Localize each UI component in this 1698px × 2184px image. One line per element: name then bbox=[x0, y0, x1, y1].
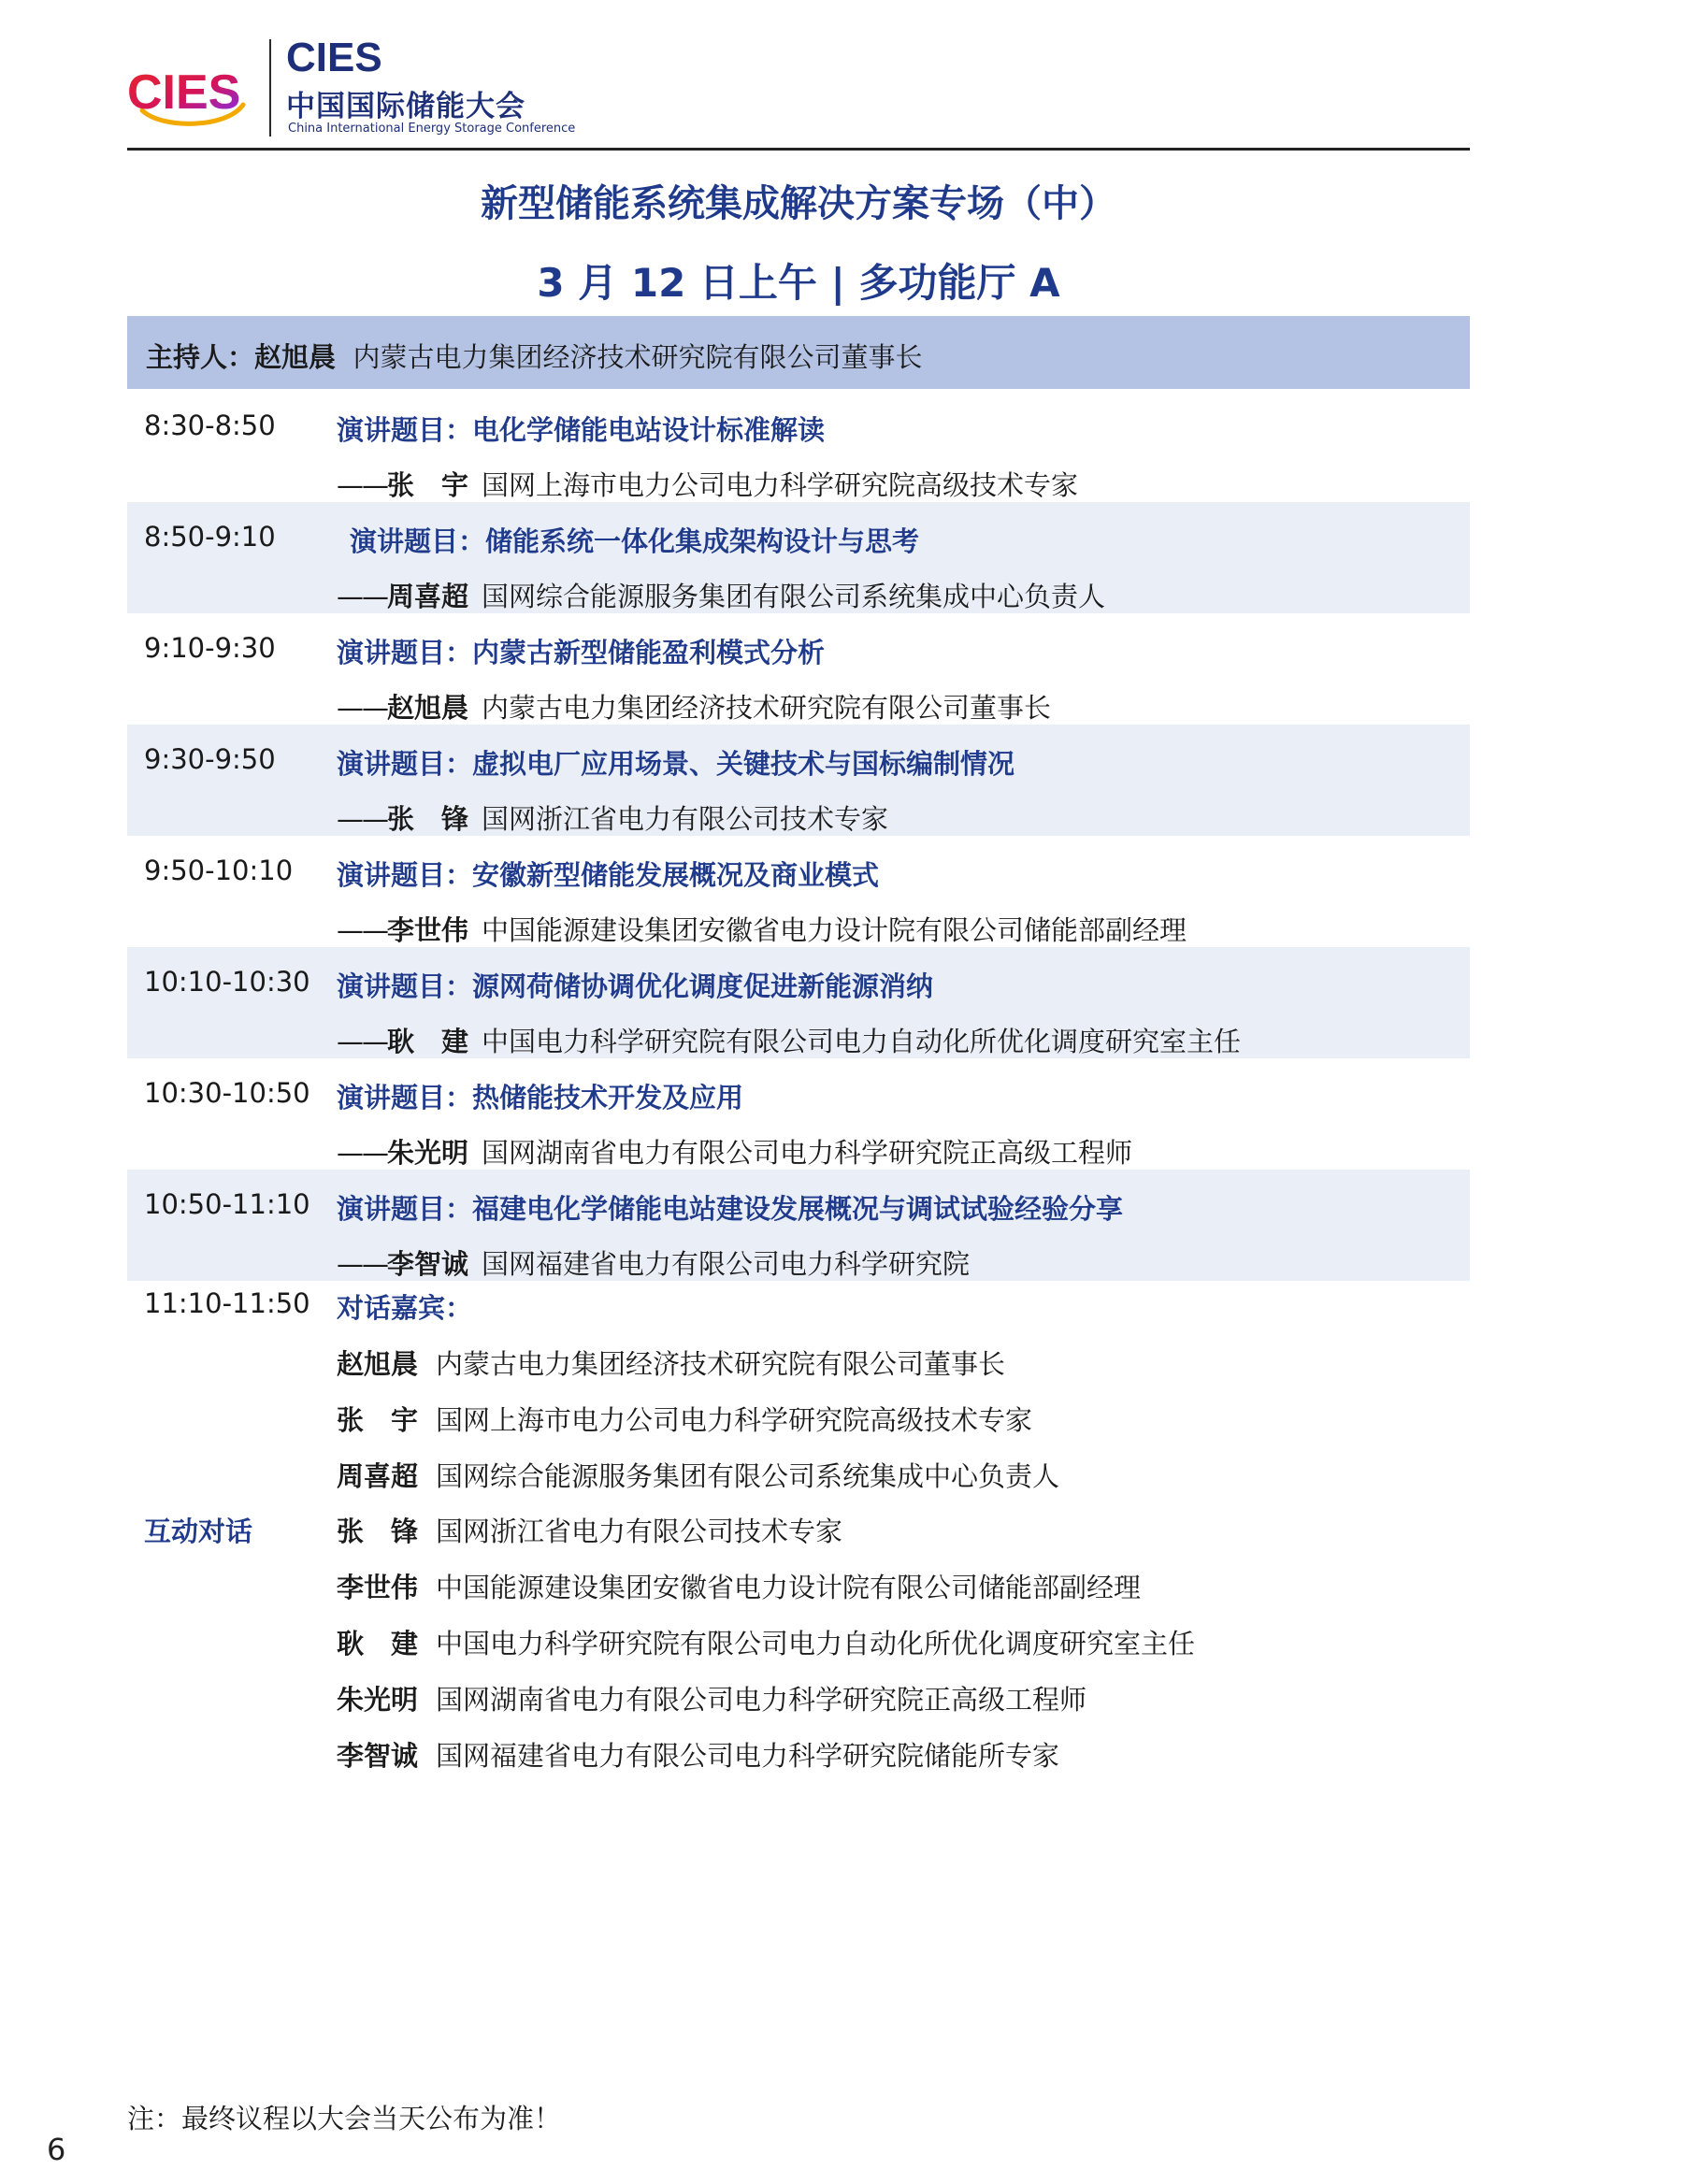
speaker-dash: —— bbox=[337, 692, 387, 724]
session-topic: 演讲题目：内蒙古新型储能盈利模式分析 bbox=[337, 637, 826, 668]
speaker-org: 国网福建省电力有限公司电力科学研究院 bbox=[482, 1248, 971, 1280]
panel-time: 11:10-11:50 bbox=[144, 1287, 310, 1319]
speaker-name: 朱光明 bbox=[387, 1137, 469, 1169]
speaker-name: 张 锋 bbox=[387, 803, 469, 835]
guest-name: 耿 建 bbox=[337, 1628, 419, 1660]
session-speaker bbox=[337, 910, 1187, 948]
session-topic: 演讲题目：热储能技术开发及应用 bbox=[337, 1082, 744, 1114]
host-name: 赵旭晨 bbox=[254, 341, 337, 373]
panel-guest bbox=[337, 1456, 1059, 1494]
host-line bbox=[146, 337, 922, 375]
conference-name-cn: 中国国际储能大会 bbox=[286, 90, 525, 123]
session-title: 新型储能系统集成解决方案专场（中） bbox=[481, 182, 1116, 225]
panel-guest bbox=[337, 1343, 1005, 1382]
guest-name: 李世伟 bbox=[337, 1572, 419, 1603]
session-speaker bbox=[337, 576, 1105, 614]
panel-guest bbox=[337, 1623, 1195, 1661]
conference-name-en: China International Energy Storage Conference bbox=[288, 122, 576, 136]
cies-logo-mark bbox=[123, 56, 254, 131]
speaker-dash: —— bbox=[337, 469, 387, 501]
speaker-org: 中国能源建设集团安徽省电力设计院有限公司储能部副经理 bbox=[482, 914, 1187, 946]
guest-org: 国网湖南省电力有限公司电力科学研究院正高级工程师 bbox=[436, 1684, 1087, 1716]
agenda-row bbox=[127, 1170, 1470, 1281]
speaker-name: 耿 建 bbox=[387, 1026, 469, 1057]
footer-note: 注：最终议程以大会当天公布为准！ bbox=[127, 2103, 562, 2134]
speaker-dash: —— bbox=[337, 1248, 387, 1280]
panel-heading: 对话嘉宾： bbox=[337, 1292, 473, 1324]
guest-name: 赵旭晨 bbox=[337, 1348, 419, 1380]
cies-wordmark bbox=[286, 34, 408, 77]
svg-text:CIES: CIES bbox=[127, 65, 241, 120]
session-topic: 演讲题目：储能系统一体化集成架构设计与思考 bbox=[350, 525, 920, 557]
logo-divider bbox=[269, 39, 271, 136]
speaker-dash: —— bbox=[337, 1137, 387, 1169]
agenda-row bbox=[127, 725, 1470, 836]
host-org: 内蒙古电力集团经济技术研究院有限公司董事长 bbox=[353, 341, 923, 373]
guest-name: 朱光明 bbox=[337, 1684, 419, 1716]
session-speaker bbox=[337, 465, 1078, 503]
guest-name: 张 锋 bbox=[337, 1516, 419, 1547]
speaker-org: 内蒙古电力集团经济技术研究院有限公司董事长 bbox=[482, 692, 1052, 724]
speaker-name: 张 宇 bbox=[387, 469, 469, 501]
guest-name: 李智诚 bbox=[337, 1740, 419, 1772]
guest-org: 中国能源建设集团安徽省电力设计院有限公司储能部副经理 bbox=[436, 1572, 1142, 1603]
page-number: 6 bbox=[47, 2132, 66, 2167]
session-topic: 演讲题目：源网荷储协调优化调度促进新能源消纳 bbox=[337, 970, 934, 1002]
panel-guest bbox=[337, 1735, 1059, 1774]
session-time: 9:30-9:50 bbox=[144, 743, 276, 775]
speaker-name: 李世伟 bbox=[387, 914, 469, 946]
svg-text:CIES: CIES bbox=[286, 35, 382, 77]
guest-org: 中国电力科学研究院有限公司电力自动化所优化调度研究室主任 bbox=[436, 1628, 1196, 1660]
panel-guest bbox=[337, 1400, 1032, 1438]
guest-org: 国网浙江省电力有限公司技术专家 bbox=[436, 1516, 843, 1547]
guest-org: 国网综合能源服务集团有限公司系统集成中心负责人 bbox=[436, 1460, 1060, 1492]
guest-name: 周喜超 bbox=[337, 1460, 419, 1492]
session-speaker bbox=[337, 798, 888, 837]
speaker-dash: —— bbox=[337, 914, 387, 946]
host-bar bbox=[127, 316, 1470, 389]
session-time: 9:50-10:10 bbox=[144, 855, 294, 886]
session-topic: 演讲题目：虚拟电厂应用场景、关键技术与国标编制情况 bbox=[337, 748, 1015, 780]
session-speaker bbox=[337, 1243, 970, 1282]
interactive-dialogue-label: 互动对话 bbox=[144, 1516, 253, 1547]
speaker-org: 中国电力科学研究院有限公司电力自动化所优化调度研究室主任 bbox=[482, 1026, 1242, 1057]
session-time: 8:30-8:50 bbox=[144, 410, 276, 441]
guest-org: 内蒙古电力集团经济技术研究院有限公司董事长 bbox=[436, 1348, 1006, 1380]
session-topic: 演讲题目：福建电化学储能电站建设发展概况与调试试验经验分享 bbox=[337, 1193, 1124, 1225]
guest-name: 张 宇 bbox=[337, 1404, 419, 1436]
session-speaker bbox=[337, 1021, 1241, 1059]
guest-org: 国网福建省电力有限公司电力科学研究院储能所专家 bbox=[436, 1740, 1060, 1772]
agenda-row bbox=[127, 502, 1470, 613]
agenda-row bbox=[127, 1058, 1470, 1170]
session-topic: 演讲题目：电化学储能电站设计标准解读 bbox=[337, 414, 826, 446]
speaker-name: 赵旭晨 bbox=[387, 692, 469, 724]
speaker-org: 国网上海市电力公司电力科学研究院高级技术专家 bbox=[482, 469, 1079, 501]
header-divider bbox=[127, 148, 1470, 151]
panel-guest bbox=[337, 1679, 1086, 1717]
speaker-name: 李智诚 bbox=[387, 1248, 469, 1280]
speaker-dash: —— bbox=[337, 1026, 387, 1057]
host-label: 主持人： bbox=[146, 341, 255, 373]
agenda-row bbox=[127, 391, 1470, 502]
session-time: 9:10-9:30 bbox=[144, 632, 276, 664]
speaker-org: 国网湖南省电力有限公司电力科学研究院正高级工程师 bbox=[482, 1137, 1133, 1169]
session-time: 10:30-10:50 bbox=[144, 1077, 310, 1109]
agenda-row bbox=[127, 836, 1470, 947]
speaker-dash: —— bbox=[337, 803, 387, 835]
panel-guest bbox=[337, 1567, 1141, 1605]
session-time: 10:10-10:30 bbox=[144, 966, 310, 998]
session-time: 10:50-11:10 bbox=[144, 1188, 310, 1220]
session-time: 8:50-9:10 bbox=[144, 521, 276, 553]
agenda-row bbox=[127, 947, 1470, 1058]
session-speaker bbox=[337, 687, 1051, 726]
date-venue: 3 月 12 日上午 | 多功能厅 A bbox=[537, 260, 1060, 306]
speaker-org: 国网综合能源服务集团有限公司系统集成中心负责人 bbox=[482, 581, 1106, 612]
speaker-org: 国网浙江省电力有限公司技术专家 bbox=[482, 803, 889, 835]
guest-org: 国网上海市电力公司电力科学研究院高级技术专家 bbox=[436, 1404, 1033, 1436]
speaker-name: 周喜超 bbox=[387, 581, 469, 612]
session-topic: 演讲题目：安徽新型储能发展概况及商业模式 bbox=[337, 859, 880, 891]
agenda-row bbox=[127, 613, 1470, 725]
panel-guest bbox=[337, 1511, 842, 1549]
speaker-dash: —— bbox=[337, 581, 387, 612]
session-speaker bbox=[337, 1132, 1132, 1171]
